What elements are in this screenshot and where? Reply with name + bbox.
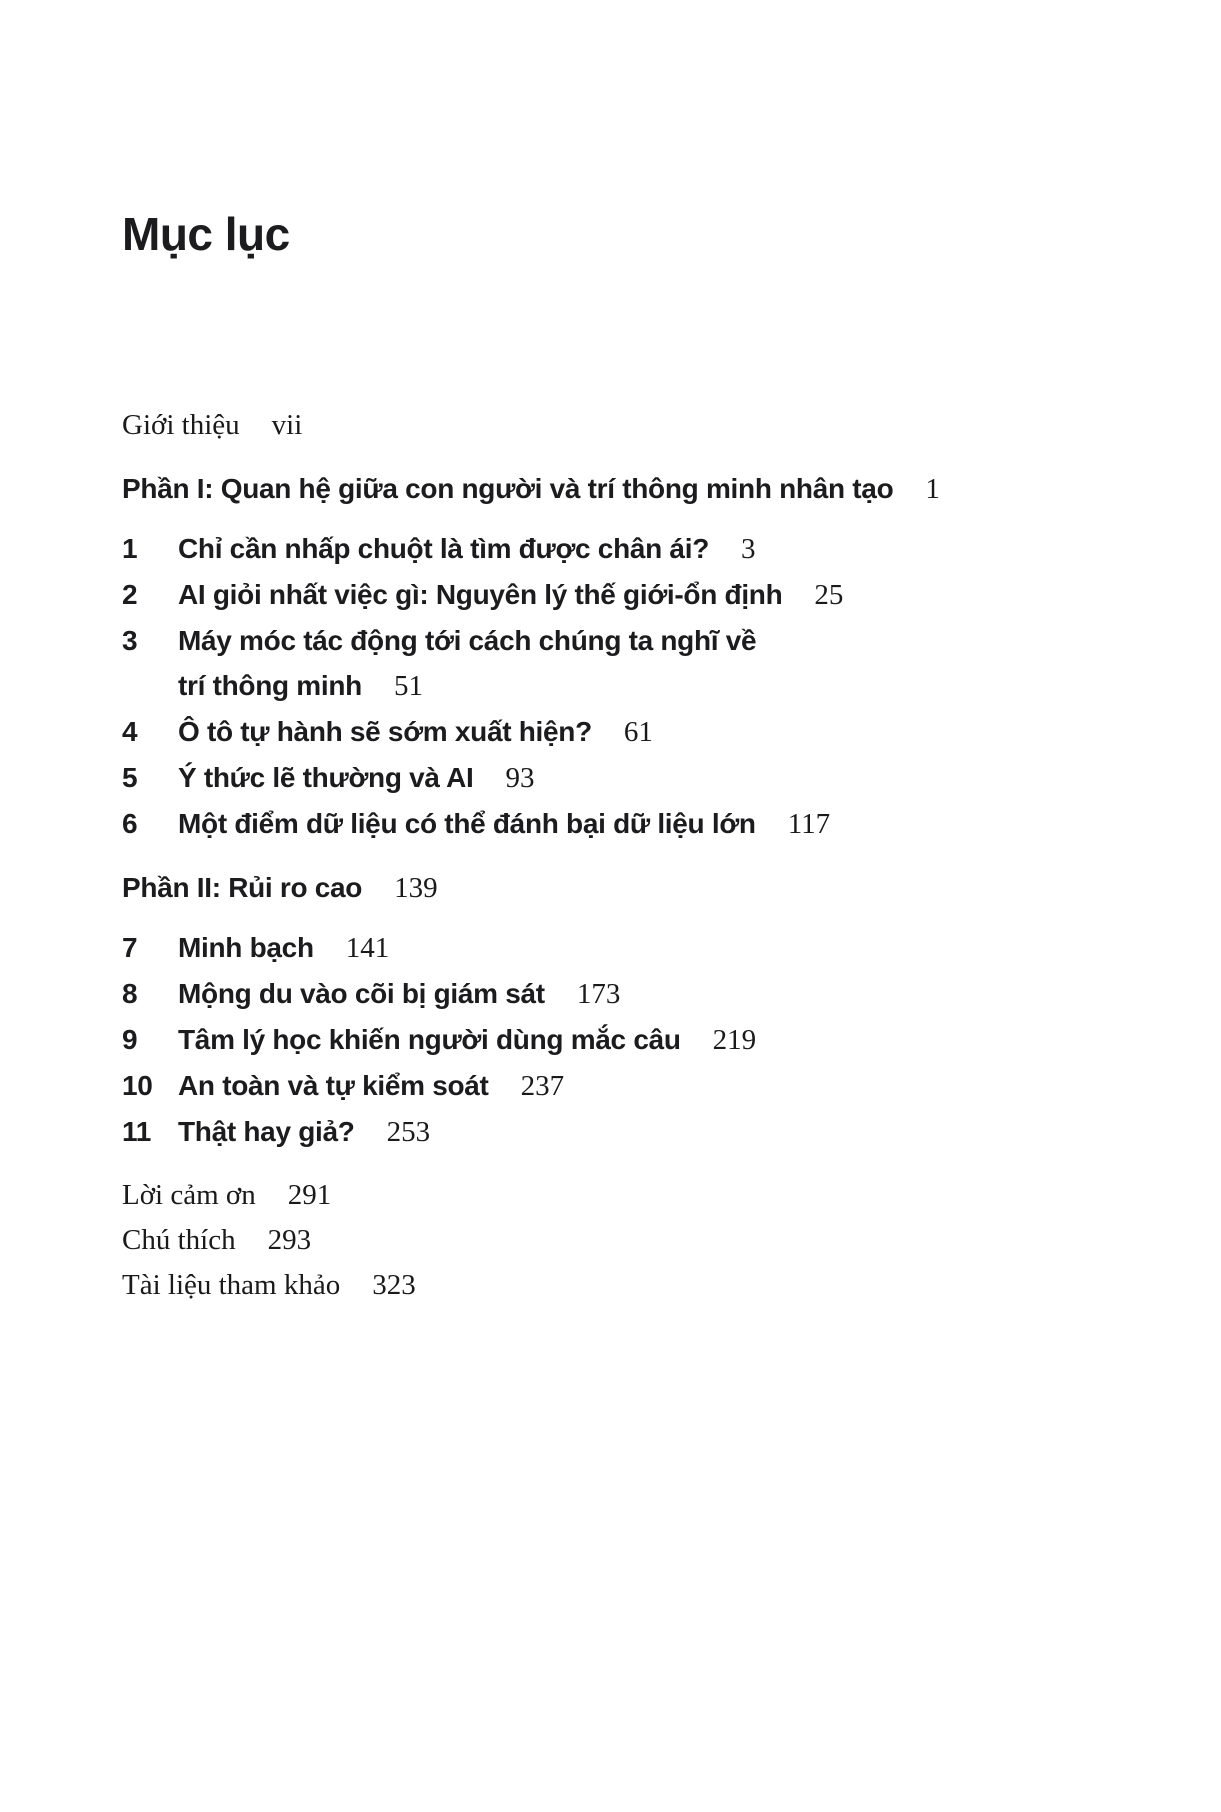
entry-label: Chú thích: [122, 1224, 236, 1256]
chapter-title: Máy móc tác động tới cách chúng ta nghĩ về: [178, 625, 757, 656]
chapter-number: 11: [122, 1116, 151, 1147]
entry-label: Lời cảm ơn: [122, 1179, 256, 1211]
chapter-number: 1: [122, 533, 138, 564]
chapter-title: Tâm lý học khiến người dùng mắc câu: [178, 1024, 681, 1055]
chapter-number: 2: [122, 579, 138, 610]
toc-entry-chapter-7: [122, 925, 1131, 971]
entry-page-number: 293: [267, 1224, 312, 1256]
chapter-number: 8: [122, 978, 138, 1009]
entry-page-number: 173: [576, 978, 621, 1010]
chapter-title: Chỉ cần nhấp chuột là tìm được chân ái?: [178, 533, 709, 564]
chapter-number: 9: [122, 1024, 138, 1055]
entry-page-number: 141: [345, 932, 390, 964]
toc-entry-chapter-3: [122, 618, 1131, 663]
chapter-title: An toàn và tự kiểm soát: [178, 1070, 489, 1101]
table-of-contents: [122, 403, 1131, 1308]
entry-page-number: 323: [372, 1269, 416, 1301]
chapter-number: 6: [122, 808, 138, 839]
toc-entry-chapter-8: [122, 971, 1131, 1017]
part-label: Phần II: Rủi ro cao: [122, 872, 363, 903]
chapter-number: 7: [122, 932, 138, 963]
chapter-title: Thật hay giả?: [178, 1116, 355, 1147]
chapter-title: Một điểm dữ liệu có thể đánh bại dữ liệu lớn: [178, 808, 756, 839]
toc-part2-heading: [122, 865, 1131, 911]
toc-entry-references: [122, 1263, 1131, 1308]
toc-entry-intro: [122, 403, 1131, 448]
entry-page-number: 219: [712, 1024, 757, 1056]
chapter-title: AI giỏi nhất việc gì: Nguyên lý thế giới-ổn định: [178, 579, 783, 610]
chapter-number: 3: [122, 625, 138, 656]
entry-page-number: 93: [505, 762, 535, 794]
toc-entry-notes: [122, 1218, 1131, 1263]
chapter-number: 4: [122, 716, 138, 747]
toc-entry-chapter-5: [122, 755, 1131, 801]
entry-page-number: vii: [271, 409, 303, 441]
entry-label: Tài liệu tham khảo: [122, 1269, 341, 1301]
toc-entry-chapter-4: [122, 709, 1131, 755]
toc-entry-acknowledgements: [122, 1173, 1131, 1218]
page-title: Mục lục: [122, 208, 290, 260]
chapter-title: Ô tô tự hành sẽ sớm xuất hiện?: [178, 716, 592, 747]
entry-page-number: 117: [787, 808, 831, 840]
part-page-number: 1: [925, 473, 940, 505]
toc-entry-chapter-2: [122, 572, 1131, 618]
chapter-title: Mộng du vào cõi bị giám sát: [178, 978, 545, 1009]
entry-page-number: 25: [814, 579, 844, 611]
toc-entry-chapter-11: [122, 1109, 1131, 1155]
back-matter-section: [122, 1173, 1131, 1308]
entry-page-number: 291: [287, 1179, 332, 1211]
entry-label: Giới thiệu: [122, 409, 240, 441]
entry-page-number: 253: [386, 1116, 431, 1148]
toc-entry-chapter-9: [122, 1017, 1131, 1063]
entry-page-number: 237: [520, 1070, 565, 1102]
toc-part1-heading: [122, 466, 1131, 512]
chapter-title: Minh bạch: [178, 932, 314, 963]
part-label: Phần I: Quan hệ giữa con người và trí thông minh nhân tạo: [122, 473, 894, 504]
chapter-number: 5: [122, 762, 138, 793]
part-page-number: 139: [394, 872, 438, 904]
toc-entry-chapter-1: [122, 526, 1131, 572]
chapter-number: 10: [122, 1070, 153, 1101]
entry-page-number: 3: [741, 533, 756, 565]
toc-entry-chapter-3-continued: [122, 663, 1131, 709]
toc-entry-chapter-6: [122, 801, 1131, 847]
chapter-title-line2: trí thông minh: [178, 670, 362, 701]
toc-entry-chapter-10: [122, 1063, 1131, 1109]
entry-page-number: 51: [393, 670, 423, 702]
chapter-title: Ý thức lẽ thường và AI: [178, 762, 474, 793]
entry-page-number: 61: [623, 716, 653, 748]
